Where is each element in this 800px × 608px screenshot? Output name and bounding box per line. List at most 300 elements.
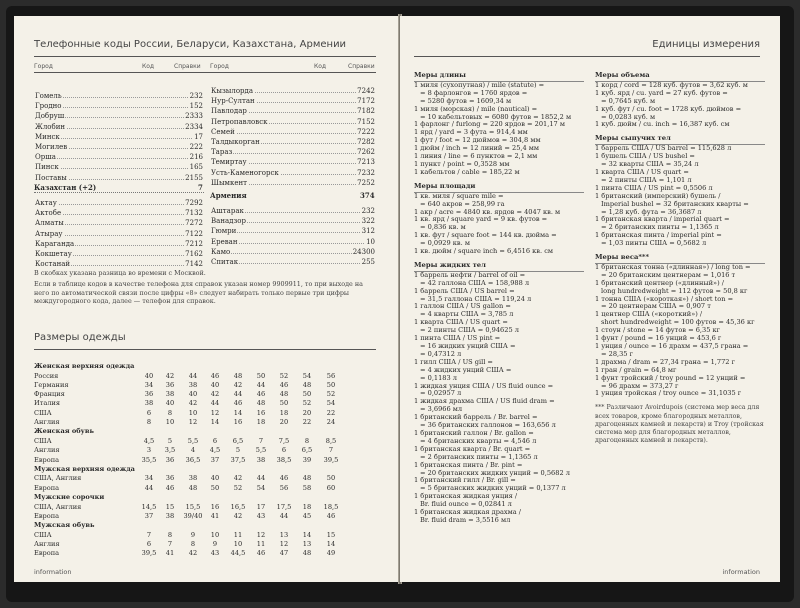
size-row	[34, 372, 376, 381]
size-value: 6	[146, 540, 152, 549]
unit-line: 1 пункт / point = 0,3528 мм	[414, 159, 510, 168]
unit-line: 1 акр / acre = 4840 кв. ярдов = 4047 кв. м	[414, 207, 561, 216]
size-value: 60	[326, 483, 336, 492]
city-name: Тараз	[211, 148, 233, 157]
units-title-rule	[414, 56, 760, 57]
unit-line: = 1,28 куб. фута = 36,3687 л	[601, 207, 702, 216]
size-country: США	[34, 436, 52, 445]
size-value: 42	[188, 549, 198, 558]
size-value: 38	[165, 390, 175, 399]
size-value: 10	[165, 418, 175, 427]
code-row	[34, 91, 204, 101]
unit-line: 1 британский баррель / Br. barrel =	[414, 413, 538, 422]
size-value: 16	[256, 408, 266, 417]
unit-line: 1 бушель США / US bushel =	[595, 152, 695, 161]
size-value: 14	[302, 530, 312, 539]
size-value: 48	[188, 483, 198, 492]
unit-line: = 0,0929 кв. м	[420, 239, 470, 248]
unit-line: 1 миля (морская) / mile (nautical) =	[414, 104, 538, 113]
size-value: 46	[256, 390, 266, 399]
unit-line: 1 баррель США / US barrel =	[414, 286, 515, 295]
unit-line: 1 пинта США / US pint =	[414, 334, 501, 343]
city-name: Алматы	[35, 219, 64, 228]
unit-line: = 0,0283 куб. м	[601, 112, 656, 121]
size-value: 40	[210, 474, 220, 483]
code-row	[210, 157, 376, 167]
size-value: 10	[233, 540, 243, 549]
code-row	[34, 259, 204, 269]
unit-line: 1 стоун / stone = 14 футов = 6,35 кг	[595, 326, 721, 335]
size-value: 40	[210, 380, 220, 389]
unit-line: 1 британская тонна («длинная») / long ton =	[595, 262, 751, 271]
size-row	[34, 418, 376, 427]
size-value: 17,5	[276, 502, 292, 511]
size-value: 18,5	[323, 502, 339, 511]
city-code: 10	[366, 237, 375, 246]
city-name: Караганда	[35, 239, 75, 248]
size-value: 36,5	[185, 455, 201, 464]
size-value: 4	[190, 446, 196, 455]
city-name: Жлобин	[35, 122, 66, 131]
unit-line: 1 галлон США / US gallon =	[414, 302, 511, 311]
size-value: 5,5	[187, 436, 199, 445]
size-value: 37	[144, 511, 154, 520]
city-name: Гродно	[35, 102, 62, 111]
size-value: 50	[210, 483, 220, 492]
armenia-code: 374	[360, 191, 375, 200]
unit-line: = 20 британских жидких унций = 0,5682 л	[420, 468, 570, 477]
reference-note: Если в таблице кодов в качестве телефона для справок указан номер 9909911, то при выходе на него по автоматической связи после цифры «8» следует набирать только первые три цифры междугородного кода, далее — телефон для справок.	[34, 280, 363, 306]
city-name: Камо	[211, 247, 231, 256]
unit-line: Br. fluid dram = 3,5516 мл	[420, 515, 511, 524]
city-name: Добруш	[35, 112, 65, 121]
size-value: 52	[326, 390, 336, 399]
unit-line: = 0,02957 л	[420, 389, 462, 398]
unit-line: 1 кварта США / US quart =	[414, 318, 508, 327]
size-country: США, Англия	[34, 474, 82, 483]
size-value: 18	[302, 502, 312, 511]
city-code: 165	[189, 163, 203, 172]
unit-line: = 640 акров = 258,99 га	[420, 199, 505, 208]
code-row	[210, 206, 376, 216]
size-value: 52	[233, 483, 243, 492]
size-value: 12	[279, 540, 289, 549]
size-row	[34, 540, 376, 549]
unit-line: = 2 британских пинты = 1,1365 л	[601, 223, 719, 232]
code-row	[34, 111, 204, 121]
city-code: 7152	[357, 117, 375, 126]
unit-section-title: Меры площади	[414, 181, 476, 190]
size-value: 52	[279, 371, 289, 380]
size-value: 8	[146, 418, 152, 427]
city-name: Талдыкорган	[211, 137, 260, 146]
city-code: 24300	[352, 247, 375, 256]
size-value: 48	[256, 399, 266, 408]
city-code: 216	[189, 153, 203, 162]
city-name: Кокшетау	[35, 249, 72, 258]
size-value: 46	[165, 483, 175, 492]
city-code: 7212	[185, 239, 203, 248]
size-value: 39	[302, 455, 312, 464]
unit-line: = 10 кабельтовых = 6080 футов = 1852,2 м	[420, 112, 572, 121]
size-value: 16	[233, 418, 243, 427]
unit-line: 1 британская пинта / imperial pint =	[595, 231, 722, 240]
size-value: 58	[302, 483, 312, 492]
size-country: США	[34, 530, 52, 539]
size-value: 42	[233, 474, 243, 483]
city-code: 7242	[357, 87, 375, 95]
col-city-2: Город	[210, 63, 229, 70]
title-rule	[34, 56, 376, 57]
code-row	[210, 237, 376, 247]
size-row	[34, 456, 376, 465]
size-value: 38	[165, 511, 175, 520]
unit-line: = 0,7645 куб. м	[601, 96, 656, 105]
size-country: Франция	[34, 390, 65, 399]
size-value: 20	[302, 408, 312, 417]
size-value: 8	[167, 530, 173, 539]
code-row	[210, 226, 376, 236]
city-name: Аштарак	[211, 207, 244, 215]
size-value: 44	[279, 511, 289, 520]
unit-line: 1 британская пинта / Br. pint =	[414, 460, 523, 469]
city-code: 7262	[357, 148, 375, 157]
unit-section-title: Меры веса***	[595, 253, 650, 262]
unit-line: = 36 британских галлонов = 163,656 л	[420, 421, 556, 430]
code-row	[210, 147, 376, 157]
size-value: 44	[210, 399, 220, 408]
right-page	[400, 16, 780, 582]
unit-line: 1 фарлонг / furlong = 220 ярдов = 201,17 м	[414, 120, 565, 129]
size-row	[34, 381, 376, 390]
unit-line: = 5280 футов = 1609,34 м	[420, 96, 512, 105]
code-row	[34, 142, 204, 152]
size-value: 49	[326, 549, 336, 558]
size-value: 54	[326, 399, 336, 408]
size-value: 38,5	[276, 455, 292, 464]
size-value: 5,5	[255, 446, 267, 455]
unit-line: 1 тонна США («короткая») / short ton =	[595, 294, 734, 303]
unit-section-title: Меры жидких тел	[414, 260, 486, 269]
size-value: 42	[210, 390, 220, 399]
city-code: 7213	[357, 158, 375, 167]
unit-line: 1 кв. фут / square foot = 144 кв. дюйма =	[414, 231, 557, 240]
unit-line: 1 британский галлон / Br. gallon =	[414, 428, 534, 437]
size-group-title: Женская верхняя одежда	[34, 362, 135, 370]
city-code: 312	[361, 227, 375, 236]
unit-line: 1 британский гилл / Br. gill =	[414, 476, 516, 485]
size-value: 48	[302, 380, 312, 389]
unit-section-title: Меры объема	[595, 71, 650, 79]
unit-line: = 5 британских жидких унций = 0,1377 л	[420, 484, 566, 493]
city-code: 7142	[185, 260, 203, 269]
size-row	[34, 390, 376, 399]
city-name: Спитак	[211, 257, 239, 266]
code-row	[34, 239, 204, 249]
size-value: 12	[188, 418, 198, 427]
unit-line: 1 кв. ярд / square yard = 9 кв. футов =	[414, 215, 548, 224]
size-value: 14	[210, 418, 220, 427]
size-value: 42	[188, 399, 198, 408]
unit-line: 1 центнер США («короткий») /	[595, 310, 703, 319]
size-value: 38	[144, 399, 154, 408]
size-value: 8	[190, 540, 196, 549]
city-code: 7292	[185, 199, 203, 207]
header-rule	[34, 72, 376, 73]
units-column-2	[595, 66, 765, 445]
city-name: Темиртау	[211, 158, 247, 167]
size-country: Европа	[34, 549, 60, 558]
size-country: Европа	[34, 511, 60, 520]
city-name: Гюмри	[211, 227, 237, 236]
size-value: 40	[188, 390, 198, 399]
city-code: 255	[361, 257, 375, 266]
unit-line: = 2 пинты США = 0,94625 л	[420, 326, 519, 335]
size-value: 43	[256, 511, 266, 520]
size-value: 18	[279, 408, 289, 417]
col-ref-2: Справки	[348, 63, 375, 70]
size-country: Россия	[34, 371, 59, 380]
size-value: 48	[233, 371, 243, 380]
size-value: 46	[210, 371, 220, 380]
size-value: 6	[281, 446, 287, 455]
left-page	[14, 16, 398, 582]
code-row	[210, 168, 376, 178]
size-value: 52	[302, 399, 312, 408]
unit-line: 1 жидкая унция США / US fluid ounce =	[414, 381, 554, 390]
size-value: 6,5	[232, 436, 244, 445]
city-code: 2155	[185, 173, 203, 182]
units-title: Единицы измерения	[652, 39, 760, 50]
size-value: 47	[279, 549, 289, 558]
size-value: 37,5	[230, 455, 246, 464]
unit-line: = 32 кварты США = 35,24 л	[601, 160, 699, 169]
city-code: 7162	[185, 249, 203, 258]
code-row	[34, 198, 204, 208]
unit-line: 1 британская жидкая унция /	[414, 492, 518, 501]
size-value: 48	[302, 549, 312, 558]
size-country: Италия	[34, 399, 61, 408]
time-note: В скобках указана разница во времени с Москвой.	[34, 269, 206, 277]
city-code: 7182	[357, 107, 375, 116]
right-footer: information	[722, 568, 760, 576]
size-value: 24	[326, 418, 336, 427]
code-row	[210, 247, 376, 257]
city-name: Шымкент	[211, 178, 248, 187]
city-name: Костанай	[35, 260, 71, 269]
size-country: Германия	[34, 380, 69, 389]
unit-line: 1 миля (сухопутная) / mile (statute) =	[414, 80, 545, 89]
size-value: 36	[165, 380, 175, 389]
armenia-codes	[210, 206, 376, 267]
size-value: 34	[144, 474, 154, 483]
size-country: Англия	[34, 418, 60, 427]
size-value: 8,5	[325, 436, 337, 445]
city-name: Минск	[35, 132, 60, 141]
size-value: 46	[326, 511, 336, 520]
unit-line: 1 гилл США / US gill =	[414, 357, 493, 366]
size-value: 45	[302, 511, 312, 520]
unit-line: 1 куб. дюйм / cu. inch = 16,387 куб. см	[595, 120, 730, 129]
size-value: 4,5	[143, 436, 155, 445]
size-value: 39/40	[183, 511, 203, 520]
unit-line: 1 куб. фут / cu. foot = 1728 куб. дюймов =	[595, 104, 742, 113]
size-group-title: Женская обувь	[34, 427, 94, 436]
units-column-1	[414, 66, 584, 525]
size-value: 43	[210, 549, 220, 558]
unit-line: = 96 драхм = 373,27 г	[601, 381, 679, 390]
size-value: 5	[167, 436, 173, 445]
code-row	[34, 249, 204, 259]
unit-line: 1 ярд / yard = 3 фута = 914,4 мм	[414, 128, 528, 137]
size-country: Европа	[34, 483, 60, 492]
city-name: Усть-Каменогорск	[211, 168, 279, 177]
size-value: 9	[212, 540, 218, 549]
size-row	[34, 437, 376, 446]
size-row	[34, 512, 376, 521]
city-name: Ванадзор	[211, 217, 246, 226]
city-name: Гомель	[35, 92, 62, 100]
size-value: 39,5	[323, 455, 339, 464]
unit-line: = 20 британским центнерам = 1,016 т	[601, 270, 736, 279]
size-value: 44,5	[230, 549, 246, 558]
city-name: Кызылорда	[211, 87, 254, 95]
city-code: 232	[189, 92, 203, 100]
unit-line: = 4 жидких унций США =	[420, 365, 512, 374]
size-row	[34, 531, 376, 540]
code-row	[210, 137, 376, 147]
city-code: 7172	[357, 97, 375, 106]
sizes-rule	[34, 349, 376, 350]
size-value: 41	[165, 549, 175, 558]
size-value: 56	[326, 371, 336, 380]
kazakhstan-code: 7	[198, 183, 203, 192]
size-value: 9	[190, 530, 196, 539]
size-value: 15,5	[185, 502, 201, 511]
unit-line: = 8 фарлонгов = 1760 ярдов =	[420, 88, 528, 97]
city-name: Семей	[211, 127, 235, 136]
unit-line: 1 драхма / dram = 27,34 грана = 1,772 г	[595, 357, 736, 366]
unit-line: 1 фунт / pound = 16 унций = 453,6 г	[595, 334, 722, 343]
size-group-title: Мужская обувь	[34, 521, 95, 530]
size-value: 38	[256, 455, 266, 464]
unit-line: short hundredweight = 100 футов = 45,36 кг	[601, 318, 755, 327]
size-value: 11	[256, 540, 266, 549]
city-code: 7222	[357, 127, 375, 136]
col-code-2: Код	[314, 63, 327, 70]
unit-line: 1 жидкая драхма США / US fluid dram =	[414, 397, 555, 406]
size-value: 22	[302, 418, 312, 427]
size-country: США, Англия	[34, 502, 82, 511]
clothing-sizes-table	[34, 362, 376, 559]
size-value: 50	[326, 380, 336, 389]
size-value: 48	[279, 390, 289, 399]
size-value: 46	[233, 399, 243, 408]
code-row	[34, 229, 204, 239]
unit-line: 1 унция / ounce = 16 драхм = 437,5 грана =	[595, 342, 749, 350]
unit-line: = 42 галлона США = 158,988 л	[420, 278, 530, 287]
unit-line: 1 куб. ярд / cu. yard = 27 куб. футов =	[595, 88, 728, 97]
city-name: Актау	[35, 199, 57, 207]
unit-line: Br. fluid ounce = 0,02841 л	[420, 500, 512, 509]
size-value: 4,5	[209, 446, 221, 455]
city-code: 7282	[357, 137, 375, 146]
code-row	[34, 152, 204, 162]
size-country: США	[34, 408, 52, 417]
size-value: 18	[256, 418, 266, 427]
unit-line: 1 британская кварта / Br. quart =	[414, 444, 531, 453]
unit-line: 1 баррель США / US barrel = 115,628 л	[595, 144, 732, 153]
size-value: 10	[210, 530, 220, 539]
unit-line: 1 унция тройская / troy ounce = 31,1035 г	[595, 389, 742, 398]
unit-line: = 20 центнерам США = 0,907 т	[601, 302, 711, 311]
size-value: 7,5	[278, 436, 290, 445]
city-code: 7232	[357, 168, 375, 177]
city-name: Пинск	[35, 163, 59, 172]
size-value: 34	[144, 380, 154, 389]
code-row	[210, 216, 376, 226]
size-row	[34, 409, 376, 418]
size-row	[34, 484, 376, 493]
code-row	[210, 106, 376, 116]
city-name: Павлодар	[211, 107, 247, 116]
size-country: Европа	[34, 455, 60, 464]
size-value: 3,5	[164, 446, 176, 455]
unit-line: 1 британский центнер («длинный») /	[595, 278, 724, 287]
unit-line: 1 фут / foot = 12 дюймов = 304,8 мм	[414, 136, 541, 145]
code-row	[210, 178, 376, 188]
size-value: 46	[256, 549, 266, 558]
code-row	[210, 127, 376, 137]
size-value: 54	[302, 371, 312, 380]
code-row	[34, 122, 204, 132]
size-value: 20	[279, 418, 289, 427]
code-row	[34, 218, 204, 228]
size-value: 7	[258, 436, 264, 445]
size-value: 50	[256, 371, 266, 380]
unit-line: 1 британская жидкая драхма /	[414, 508, 521, 517]
unit-line: = 28,35 г	[601, 349, 634, 358]
size-value: 38	[188, 474, 198, 483]
size-value: 42	[165, 371, 175, 380]
size-value: 50	[279, 399, 289, 408]
city-name: Ереван	[211, 237, 238, 246]
size-value: 13	[279, 530, 289, 539]
size-value: 11	[233, 530, 243, 539]
size-value: 8	[304, 436, 310, 445]
unit-line: 1 британская кварта / imperial quart =	[595, 215, 730, 224]
phone-codes-title: Телефонные коды России, Беларуси, Казахстана, Армении	[34, 39, 347, 50]
code-row	[34, 173, 204, 183]
size-value: 10	[188, 408, 198, 417]
size-value: 15	[326, 530, 336, 539]
unit-line: = 1,03 пинты США = 0,5682 л	[601, 239, 707, 248]
size-value: 54	[256, 483, 266, 492]
code-row	[34, 101, 204, 111]
size-value: 41	[210, 511, 220, 520]
size-value: 16,5	[230, 502, 246, 511]
size-value: 42	[233, 380, 243, 389]
size-value: 6	[212, 436, 218, 445]
size-value: 44	[256, 474, 266, 483]
col-city: Город	[34, 63, 53, 70]
size-value: 8	[167, 408, 173, 417]
city-name: Поставы	[35, 173, 67, 182]
unit-line: 1 кв. миля / square mile =	[414, 191, 504, 200]
unit-line: = 2 британских пинты = 1,1365 л	[420, 452, 538, 461]
unit-line: = 31,5 галлона США = 119,24 л	[420, 294, 532, 303]
kazakhstan-codes	[34, 198, 204, 269]
